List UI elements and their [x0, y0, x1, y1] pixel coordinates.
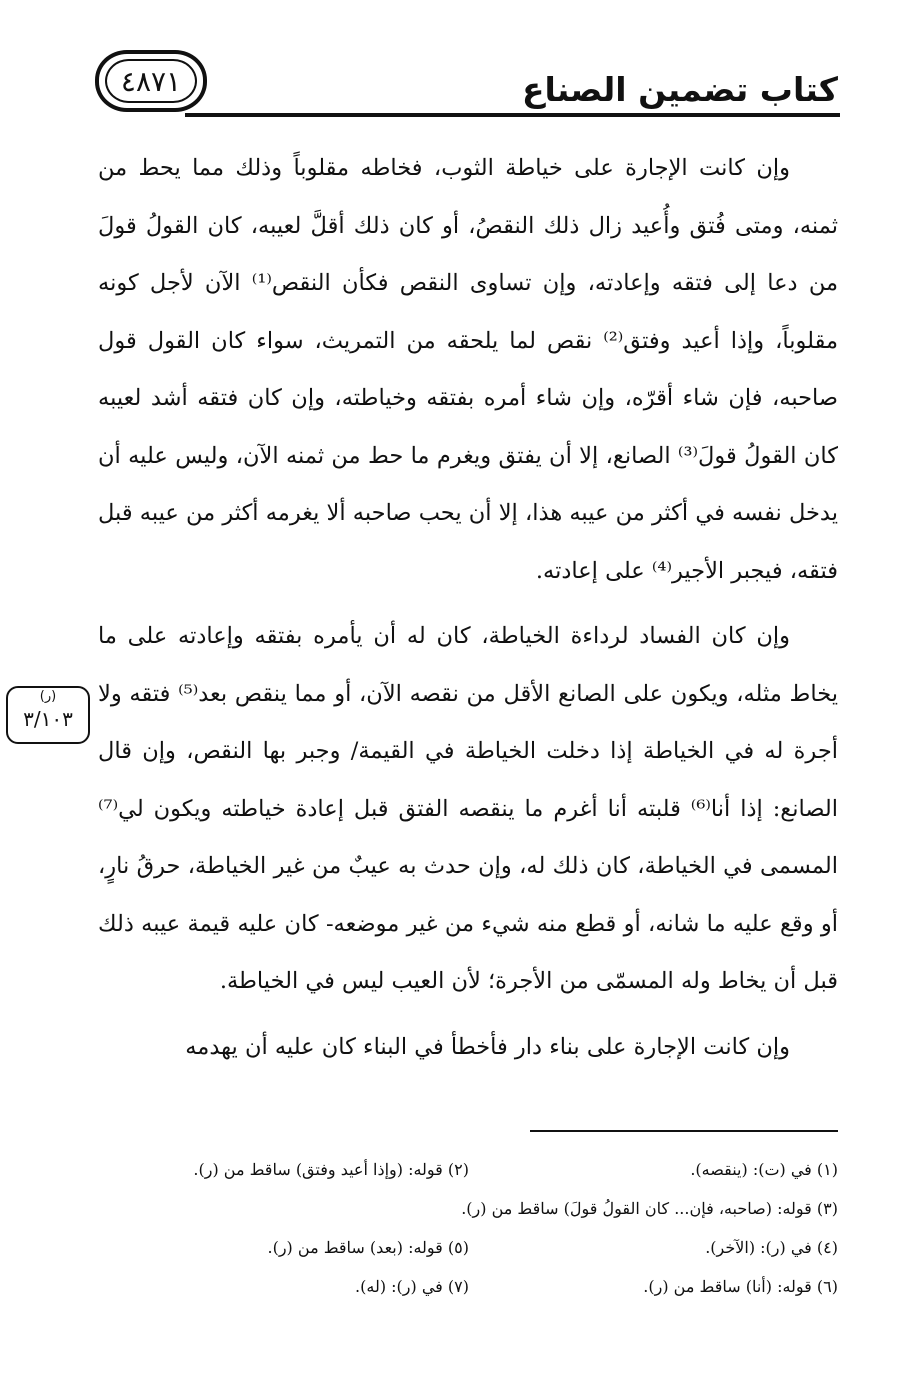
footnotes [100, 1150, 838, 1306]
footnote-row [100, 1228, 838, 1267]
footnote-row [100, 1150, 838, 1189]
header-rule [185, 113, 840, 117]
footnote-separator [530, 1130, 838, 1132]
footnote-1: (١) في (ت): (ينقصه). [690, 1160, 838, 1179]
footnote-2: (٢) قوله: (وإذا أعيد وفتق) ساقط من (ر). [193, 1160, 469, 1179]
book-title: كتاب تضمين الصناع [521, 70, 838, 109]
main-text-body [98, 140, 838, 1084]
footnote-7: (٧) في (ر): (له). [355, 1277, 469, 1296]
manuscript-folio-marker [6, 686, 90, 744]
paragraph-3: وإن كانت الإجارة على بناء دار فأخطأ في البناء كان عليه أن يهدمه [185, 1033, 790, 1060]
manuscript-folio: ٣/١٠٣ [23, 707, 73, 731]
footnote-4: (٤) في (ر): (الآخر). [705, 1238, 838, 1257]
footnote-row [100, 1267, 838, 1306]
footnote-6: (٦) قوله: (أنا) ساقط من (ر). [643, 1277, 838, 1296]
page-number-badge [95, 50, 207, 112]
paragraph-2: وإن كان الفساد لرداءة الخياطة، كان له أن يأمره بفتقه وإعادته على ما يخاط مثله، ويكون على الصانع الأقل من نقصه الآن، أو مما ينقص بعد⁽⁵⁾ فتقه ولا أجرة له في الخياطة إذا دخلت الخياطة في القيمة/ وجبر بها النقص، وإن قال الصانع: إذا أنا⁽⁶⁾ قلبته أنا أغرم ما ينقصه الفتق قبل إعادة خياطته ويكون لي⁽⁷⁾ المسمى في الخياطة، كان ذلك له، وإن حدث به عيبٌ من غير الخياطة، حرقُ نارٍ، أو وقع عليه ما شانه، أو قطع منه شيء من غير موضعه- كان عليه قيمة عيبه ذلك قبل أن يخاط وله المسمّى من الأجرة؛ لأن العيب ليس في الخياطة. [98, 623, 838, 994]
page-number: ٤٨٧١ [120, 64, 182, 98]
paragraph-1: وإن كانت الإجارة على خياطة الثوب، فخاطه مقلوباً وذلك مما يحط من ثمنه، ومتى فُتق وأُعيد زال ذلك النقصُ، أو كان ذلك أقلَّ لعيبه، كان القولُ قولَ من دعا إلى فتقه وإعادته، وإن تساوى النقص فكأن النقص⁽¹⁾ الآن لأجل كونه مقلوباً، وإذا أعيد وفتق⁽²⁾ نقص لما يلحقه من التمريث، سواء كان القول قول صاحبه، فإن شاء أقرّه، وإن شاء أمره بفتقه وخياطته، وإن كان فتقه أشد لعيبه كان القولُ قولَ⁽³⁾ الصانع، إلا أن يفتق ويغرم ما حط من ثمنه الآن، وليس عليه أن يدخل نفسه في أكثر من عيبه هذا، إلا أن يحب صاحبه ألا يغرمه أكثر من عيبه قبل فتقه، فيجبر الأجير⁽⁴⁾ على إعادته. [98, 155, 839, 584]
footnote-3: (٣) قوله: (صاحبه، فإن... كان القولُ قولَ) ساقط من (ر). [461, 1199, 838, 1218]
footnote-5: (٥) قوله: (بعد) ساقط من (ر). [267, 1238, 469, 1257]
manuscript-siglum: (ر) [39, 689, 57, 704]
